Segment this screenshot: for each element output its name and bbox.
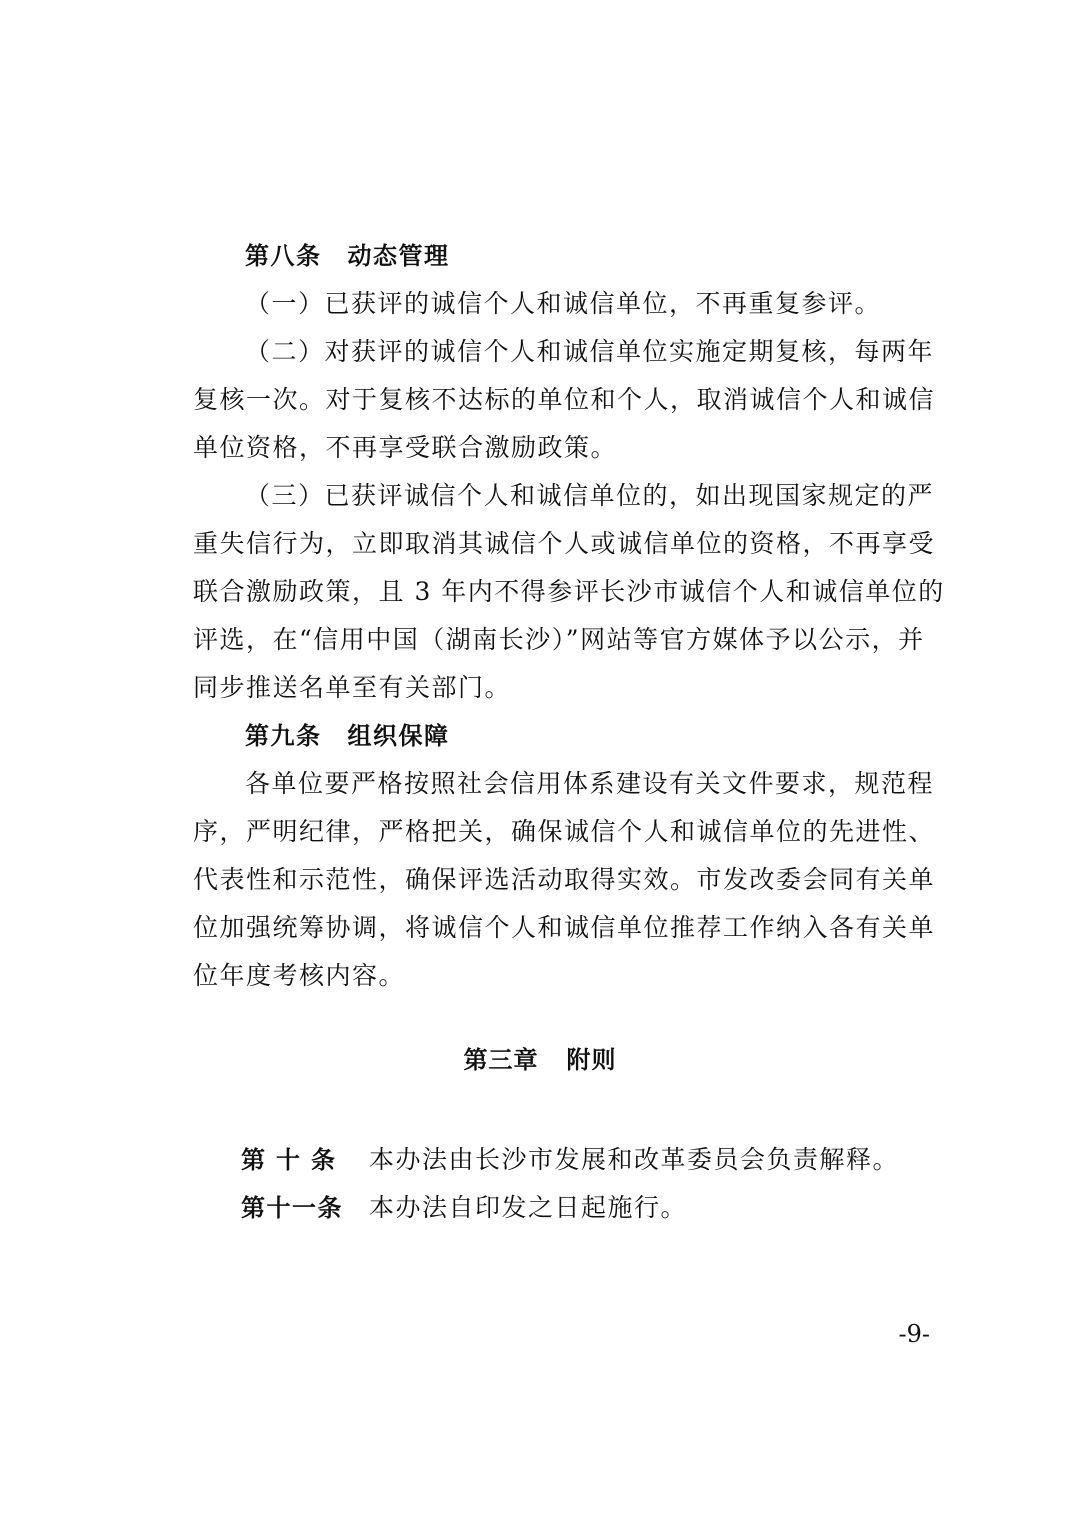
article-8-heading [193,232,925,280]
article-8-line: 同步推送名单至有关部门。 [193,673,512,702]
page-number: -9- [898,1320,930,1348]
chapter-3-number: 第三章 [463,1046,539,1074]
document-body [193,232,945,1000]
article-9-number: 第九条 [245,722,322,750]
article-11 [241,1184,899,1232]
final-articles [241,1136,899,1232]
article-10-number: 第十条 [241,1146,346,1174]
article-9-title: 组织保障 [347,722,450,750]
article-9-line: 位年度考核内容。 [193,961,406,990]
article-8-line: 评选，在“信用中国（湖南长沙）”网站等官方媒体予以公示，并 [193,625,925,654]
article-8-line: 单位资格，不再享受联合激励政策。 [193,433,618,462]
article-8-line: （三）已获评诚信个人和诚信单位的，如出现国家规定的严 [245,481,935,510]
chapter-3-title: 附则 [566,1046,617,1074]
article-9-line: 位加强统筹协调，将诚信个人和诚信单位推荐工作纳入各有关单 [193,913,936,942]
article-9-line: 各单位要严格按照社会信用体系建设有关文件要求，规范程 [245,769,935,798]
article-9-line: 序，严明纪律，严格把关，确保诚信个人和诚信单位的先进性、 [193,817,936,846]
article-9-heading [193,712,925,760]
article-8-line: （一）已获评的诚信个人和诚信单位，不再重复参评。 [245,289,882,318]
chapter-3-heading [0,1040,1080,1075]
article-11-text: 本办法自印发之日起施行。 [369,1193,688,1222]
article-10-text: 本办法由长沙市发展和改革委员会负责解释。 [369,1145,900,1174]
article-8-line: 复核一次。对于复核不达标的单位和个人，取消诚信个人和诚信 [193,385,936,414]
article-10 [241,1136,899,1184]
article-8-title: 动态管理 [347,242,450,270]
article-8-line: 重失信行为，立即取消其诚信个人或诚信单位的资格，不再享受 [193,529,936,558]
article-8-line: 联合激励政策，且 3 年内不得参评长沙市诚信个人和诚信单位的 [193,577,945,606]
article-11-number: 第十一条 [241,1194,343,1222]
article-8-line: （二）对获评的诚信个人和诚信单位实施定期复核，每两年 [245,337,935,366]
article-8-number: 第八条 [245,242,322,270]
article-9-line: 代表性和示范性，确保评选活动取得实效。市发改委会同有关单 [193,865,936,894]
